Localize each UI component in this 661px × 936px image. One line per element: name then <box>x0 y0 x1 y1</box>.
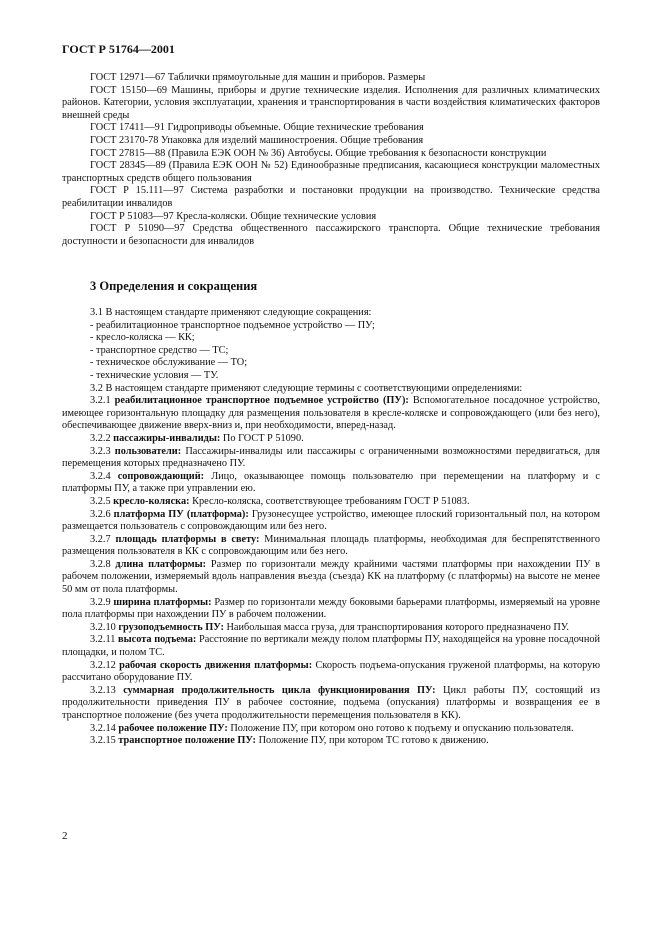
term-name: рабочее положение ПУ: <box>118 722 228 734</box>
term-text: Вспомогательное посадочное устройство, имеющее горизонтальную площадку для размещения пользователя в кресле-коляске и сопровождающего (или без него), обеспечивающее движение вверх-вниз и, при необходимости, вперед-назад. <box>62 395 600 432</box>
term-text: Кресло-коляска, соответствующее требованиям ГОСТ Р 51083. <box>192 495 470 507</box>
term-definition <box>62 735 600 748</box>
reference-item: ГОСТ Р 51090—97 Средства общественного пассажирского транспорта. Общие технические требования доступности и безопасности для инвалидов <box>62 223 600 247</box>
term-text: Положение ПУ, при котором оно готово к подъему и опусканию пользователя. <box>230 722 574 734</box>
definitions-section <box>62 307 600 748</box>
page-number: 2 <box>62 830 68 842</box>
term-definition <box>62 433 600 446</box>
abbr-intro: 3.1 В настоящем стандарте применяют следующие сокращения: <box>90 307 372 318</box>
term-definition <box>62 622 600 635</box>
terms-intro: 3.2 В настоящем стандарте применяют следующие термины с соответствующими определениями: <box>90 382 523 394</box>
term-definition <box>62 446 600 471</box>
term-number: 3.2.1 <box>90 395 111 407</box>
term-definition <box>62 559 600 597</box>
term-text: Пассажиры-инвалиды или пассажиры с ограниченными возможностями передвигаться, для перемещения которых предназначено ПУ. <box>62 445 601 470</box>
term-text: Лицо, оказывающее помощь пользователю при перемещении на платформу и с платформы ПУ, а также при управлении ею. <box>62 470 600 495</box>
term-name: пассажиры-инвалиды: <box>113 432 221 444</box>
term-definition <box>62 534 600 559</box>
term-text: Грузонесущее устройство, имеющее плоский горизонтальный пол, на котором размещается пользователь с сопровождающим или без него. <box>62 508 601 533</box>
term-name: сопровождающий: <box>117 470 205 482</box>
term-text: Цикл работы ПУ, состоящий из продолжительности приведения ПУ в рабочее состояние, подъема (опускания) платформы и возвращения ее в транспортное положение (без учета продолжительности перемещения пользователя в КК). <box>62 684 600 721</box>
term-definition <box>62 471 600 496</box>
term-text: Наибольшая масса груза, для транспортирования которого предназначено ПУ. <box>226 621 569 633</box>
reference-item: ГОСТ 27815—88 (Правила ЕЭК ООН № 36) Автобусы. Общие требования к безопасности конструкции <box>90 147 547 159</box>
abbreviation-item: - кресло-коляска — КК; <box>90 332 195 344</box>
term-number: 3.2.2 <box>90 432 111 444</box>
term-definition <box>62 509 600 534</box>
term-text: Расстояние по вертикали между полом платформы ПУ, находящейся на уровне посадочной площадки, и полом ТС. <box>62 634 601 659</box>
term-number: 3.2.13 <box>90 684 116 696</box>
reference-item: ГОСТ Р 51083—97 Кресла-коляски. Общие технические условия <box>90 210 377 222</box>
term-definition <box>62 597 600 622</box>
abbreviation-item: - транспортное средство — ТС; <box>90 344 229 356</box>
abbreviation-item: - техническое обслуживание — ТО; <box>90 357 248 369</box>
abbreviation-list <box>62 320 600 383</box>
term-number: 3.2.7 <box>90 533 111 545</box>
term-name: длина платформы: <box>115 558 207 570</box>
term-number: 3.2.5 <box>90 495 111 507</box>
reference-item: ГОСТ 23170-78 Упаковка для изделий машиностроения. Общие требования <box>90 134 424 146</box>
term-name: рабочая скорость движения платформы: <box>119 659 313 671</box>
term-number: 3.2.4 <box>90 470 111 482</box>
abbreviation-item: - реабилитационное транспортное подъемное устройство — ПУ; <box>90 319 375 331</box>
term-definition <box>62 395 600 433</box>
term-name: ширина платформы: <box>113 596 212 608</box>
document-header: ГОСТ Р 51764—2001 <box>62 42 175 56</box>
term-list <box>62 395 600 748</box>
term-number: 3.2.11 <box>90 634 116 646</box>
term-name: транспортное положение ПУ: <box>118 735 256 747</box>
term-definition <box>62 660 600 685</box>
term-text: Размер по горизонтали между боковыми барьерами платформы, измеряемый на уровне пола платформы при нахождении ПУ в рабочем положении. <box>62 596 600 621</box>
term-number: 3.2.8 <box>90 558 111 570</box>
term-name: суммарная продолжительность цикла функционирования ПУ: <box>123 684 436 696</box>
term-name: грузоподъемность ПУ: <box>118 621 224 633</box>
term-text: Положение ПУ, при котором ТС готово к движению. <box>258 735 489 747</box>
reference-item: ГОСТ Р 15.111—97 Система разработки и постановки продукции на производство. Технические средства реабилитации инвалидов <box>62 185 600 209</box>
reference-item: ГОСТ 15150—69 Машины, приборы и другие технические изделия. Исполнения для различных климатических районов. Категории, условия эксплуатации, хранения и транспортирования в части воздействия климатических факторов внешней среды <box>62 84 600 121</box>
term-name: реабилитационное транспортное подъемное устройство (ПУ): <box>114 395 409 407</box>
term-name: площадь платформы в свету: <box>115 533 260 545</box>
term-number: 3.2.14 <box>90 722 116 734</box>
term-number: 3.2.6 <box>90 508 111 520</box>
term-text: Размер по горизонтали между крайними частями платформы при нахождении ПУ в рабочем положении, измеряемый вдоль направления въезда (съезда) КК на платформу (с платформы) на высоте не менее 50 мм от пола платформы. <box>62 558 601 596</box>
term-definition <box>62 723 600 736</box>
section-title: 3 Определения и сокращения <box>90 279 258 293</box>
term-number: 3.2.3 <box>90 445 111 457</box>
term-number: 3.2.15 <box>90 735 116 747</box>
term-name: высота подъема: <box>118 634 197 646</box>
abbreviation-item: - технические условия — ТУ. <box>90 369 219 381</box>
term-text: По ГОСТ Р 51090. <box>222 432 304 444</box>
term-number: 3.2.9 <box>90 596 111 608</box>
term-name: кресло-коляска: <box>113 495 190 507</box>
term-text: Скорость подъема-опускания груженой платформы, на которую рассчитано оборудование ПУ. <box>62 659 601 684</box>
term-number: 3.2.10 <box>90 621 116 633</box>
term-text: Минимальная площадь платформы, необходимая для беспрепятственного размещения пользователя в КК с сопровождающим или без него. <box>62 533 601 558</box>
term-definition <box>62 634 600 659</box>
term-name: пользователи: <box>114 445 182 457</box>
term-definition <box>62 685 600 723</box>
normative-references <box>62 72 600 248</box>
reference-item: ГОСТ 17411—91 Гидроприводы объемные. Общие технические требования <box>90 122 424 134</box>
term-definition <box>62 496 600 509</box>
term-number: 3.2.12 <box>90 659 116 671</box>
reference-item: ГОСТ 12971—67 Таблички прямоугольные для машин и приборов. Размеры <box>90 72 426 83</box>
reference-item: ГОСТ 28345—89 (Правила ЕЭК ООН № 52) Единообразные предписания, касающиеся конструкции маломестных транспортных средств общего пользования <box>62 160 600 184</box>
term-name: платформа ПУ (платформа): <box>113 508 249 520</box>
